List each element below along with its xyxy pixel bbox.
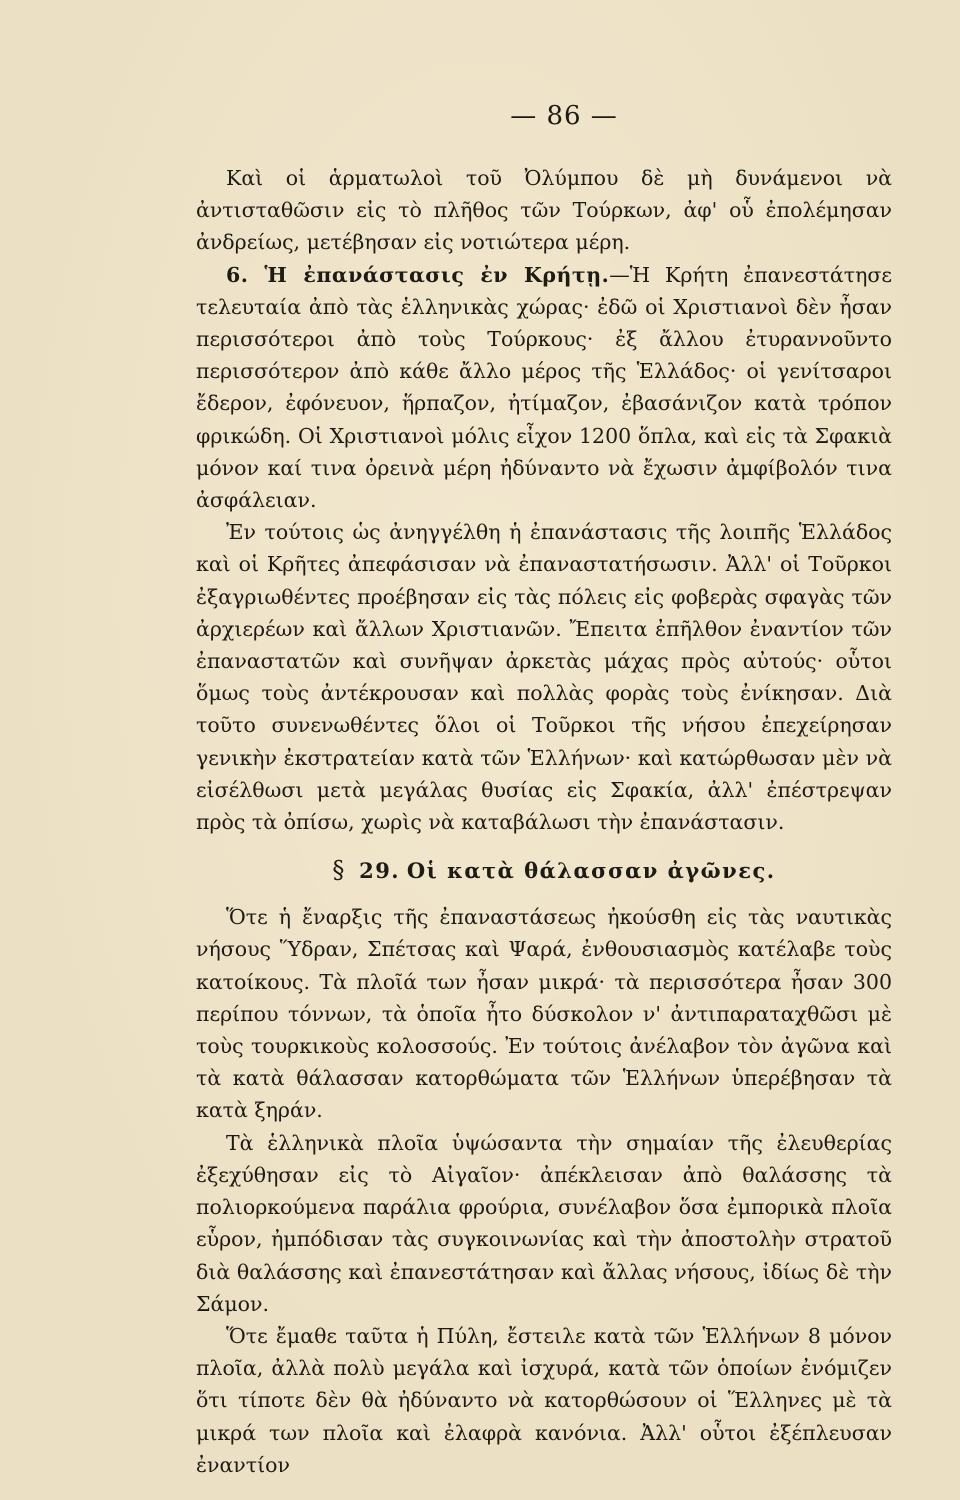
paragraph-greek-ships-aegean: Τὰ ἑλληνικὰ πλοῖα ὑψώσαντα τὴν σημαίαν τῆς ἐλευθερίας ἐξεχύθησαν εἰς τὸ Αἰγαῖον· ἀπέκλεισαν ἀπὸ θαλάσσης τὰ πολιορκούμενα παράλια φρούρια, συνέλαβον ὅσα ἐμπορικὰ πλοῖα εὗρον, ἠμπόδισαν τὰς συγκοινωνίας καὶ τὴν ἀποστολὴν στρατοῦ διὰ θαλάσσης καὶ ἐπανεστάτησαν καὶ ἄλλας νήσους, ἰδίως δὲ τὴν Σάμον. <box>196 1130 892 1316</box>
page-number: — 86 — <box>510 101 618 131</box>
paragraph-naval-islands: Ὅτε ἡ ἔναρξις τῆς ἐπαναστάσεως ἠκούσθη εἰς τὰς ναυτικὰς νήσους Ὕδραν, Σπέτσας καὶ Ψαρά, ἐνθουσιασμὸς κατέλαβε τοὺς κατοίκους. Τὰ πλοῖά των ἦσαν μικρά· τὰ περισσότερα ἦσαν 300 περίπου τόννων, τὰ ὁποῖα ἦτο δύσκολον ν' ἀντιπαραταχθῶσι μὲ τοὺς τουρκικοὺς κολοσσούς. Ἐν τούτοις ἀνέλαβον τὸν ἀγῶνα καὶ τὰ κατὰ θάλασσαν κατορθώματα τῶν Ἑλλήνων ὑπερέβησαν τὰ κατὰ ξηράν. <box>196 905 892 1123</box>
subsection-heading-crete: 6. Ἡ ἐπανάστασις ἐν Κρήτῃ. <box>226 262 610 287</box>
section-number: 29. <box>359 858 401 884</box>
section-title: Οἱ κατὰ θάλασσαν ἀγῶνες. <box>406 858 776 884</box>
paragraph-olympus-armatoloi: Καὶ οἱ ἁρματωλοὶ τοῦ Ὀλύμπου δὲ μὴ δυνάμενοι νὰ ἀντισταθῶσιν εἰς τὸ πλῆθος τῶν Τούρκων, ἀφ' οὗ ἐπολέμησαν ἀνδρείως, μετέβησαν εἰς νοτιώτερα μέρη. <box>196 166 892 255</box>
paragraph-crete-revolution <box>196 259 892 517</box>
section-symbol: § <box>332 856 345 885</box>
paragraph-cretan-uprising: Ἐν τούτοις ὡς ἀνηγγέλθη ἡ ἐπανάστασις τῆς λοιπῆς Ἑλλάδος καὶ οἱ Κρῆτες ἀπεφάσισαν νὰ ἐπαναστατήσωσιν. Ἀλλ' οἱ Τοῦρκοι ἐξαγριωθέντες προέβησαν εἰς τὰς πόλεις εἰς φοβερὰς σφαγὰς τῶν ἀρχιερέων καὶ ἄλλων Χριστιανῶν. Ἔπειτα ἐπῆλθον ἐναντίον τῶν ἐπαναστατῶν καὶ συνῆψαν ἀρκετὰς μάχας πρὸς αὐτούς· οὗτοι ὅμως τοὺς ἀντέκρουσαν καὶ πολλὰς φορὰς τοὺς ἐνίκησαν. Διὰ τοῦτο συνενωθέντες ὅλοι οἱ Τοῦρκοι τῆς νήσου ἐπεχείρησαν γενικὴν ἐκστρατείαν κατὰ τῶν Ἑλλήνων· καὶ κατώρθωσαν μὲν νὰ εἰσέλθωσι μετὰ μεγάλας θυσίας εἰς Σφακία, ἀλλ' ἐπέστρεψαν πρὸς τὰ ὀπίσω, χωρὶς νὰ καταβάλωσι τὴν ἐπανάστασιν. <box>196 520 892 835</box>
paragraph-crete-text: —Ἡ Κρήτη ἐπανεστάτησε τελευταία ἀπὸ τὰς ἑλληνικὰς χώρας· ἐδῶ οἱ Χριστιανοὶ δὲν ἦσαν περισσότεροι ἀπὸ τοὺς Τούρκους· ἐξ ἄλλου ἐτυραννοῦντο περισσότερον ἀπὸ κάθε ἄλλο μέρος τῆς Ἑλλάδος· οἱ γενίτσαροι ἔδερον, ἐφόνευον, ἥρπαζον, ἠτίμαζον, ἐβασάνιζον κατὰ τρόπον φρικώδη. Οἱ Χριστιανοὶ μόλις εἶχον 1200 ὅπλα, καὶ εἰς τὰ Σφακιὰ μόνον καί τινα ὀρεινὰ μέρη ἠδύναντο νὰ ἔχωσιν ἀμφίβολόν τινα ἀσφάλειαν. <box>196 262 893 513</box>
section-heading <box>196 854 892 887</box>
paragraph-porte-response: Ὅτε ἔμαθε ταῦτα ἡ Πύλη, ἔστειλε κατὰ τῶν Ἑλλήνων 8 μόνον πλοῖα, ἀλλὰ πολὺ μεγάλα καὶ ἰσχυρά, κατὰ τῶν ὁποίων ἐνόμιζεν ὅτι τίποτε δὲν θὰ ἠδύναντο νὰ κατορθώσουν οἱ Ἕλληνες μὲ τὰ μικρά των πλοῖα καὶ ἐλαφρὰ κανόνια. Ἀλλ' οὗτοι ἐξέπλευσαν ἐναντίον <box>196 1323 892 1477</box>
